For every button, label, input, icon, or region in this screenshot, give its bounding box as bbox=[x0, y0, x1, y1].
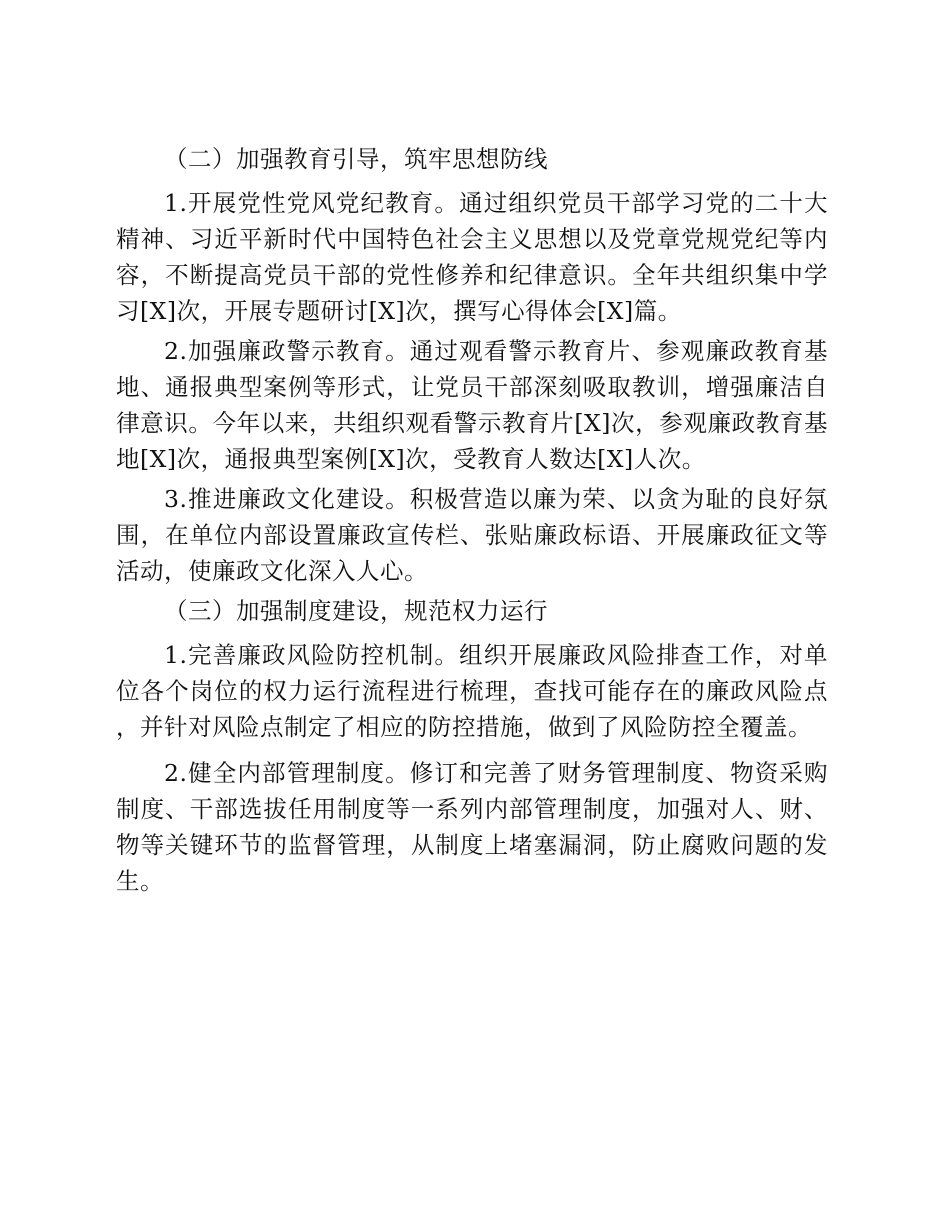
section-heading-3: （三）加强制度建设，规范权力运行 bbox=[164, 597, 548, 625]
paragraph-3-1: 1.完善廉政风险防控机制。组织开展廉政风险排查工作，对单位各个岗位的权力运行流程进行梳理，查找可能存在的廉政风险点，并针对风险点制定了相应的防控措施，做到了风险防控全覆盖。 bbox=[116, 641, 828, 741]
section-heading-2: （二）加强教育引导，筑牢思想防线 bbox=[164, 145, 548, 173]
paragraph-2-3: 3.推进廉政文化建设。积极营造以廉为荣、以贪为耻的良好氛围，在单位内部设置廉政宣传栏、张贴廉政标语、开展廉政征文等活动，使廉政文化深入人心。 bbox=[116, 485, 828, 585]
document-body bbox=[116, 141, 828, 903]
paragraph-3-2: 2.健全内部管理制度。修订和完善了财务管理制度、物资采购制度、干部选拔任用制度等一系列内部管理制度，加强对人、财、物等关键环节的监督管理，从制度上堵塞漏洞，防止腐败问题的发生。 bbox=[116, 759, 828, 895]
paragraph-2-2: 2.加强廉政警示教育。通过观看警示教育片、参观廉政教育基地、通报典型案例等形式，让党员干部深刻吸取教训，增强廉洁自律意识。今年以来，共组织观看警示教育片[X]次，参观廉政教育基地[X]次，通报典型案例[X]次，受教育人数达[X]人次。 bbox=[116, 337, 828, 473]
paragraph-2-1: 1.开展党性党风党纪教育。通过组织党员干部学习党的二十大精神、习近平新时代中国特色社会主义思想以及党章党规党纪等内容，不断提高党员干部的党性修养和纪律意识。全年共组织集中学习[X]次，开展专题研讨[X]次，撰写心得体会[X]篇。 bbox=[116, 189, 828, 325]
